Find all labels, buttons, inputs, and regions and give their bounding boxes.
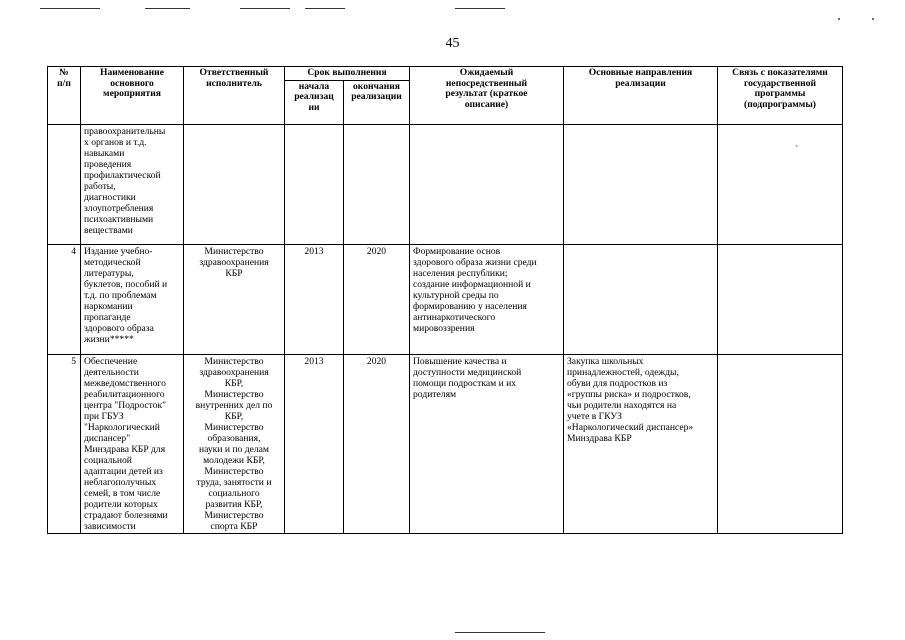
header-end: окончания реализации [344, 80, 410, 124]
row-name: Обеспечение деятельности межведомственного реабилитационного центра "Подросток" при ГБУЗ "Наркологический диспансер" Минздрава КБР для социальной адаптации детей из неблагополучных семей, в том числе родители которых страдают болезнями зависимости [81, 354, 184, 533]
row-directions: Закупка школьных принадлежностей, одежды, обуви для подростков из «группы риска» и подростков, чьи родители находятся на учете в ГКУЗ «Наркологический диспансер» Минздрава КБР [564, 354, 718, 533]
row-name: Издание учебно- методической литературы, буклетов, пособий и т.д. по проблемам наркомании пропаганде здорового образа жизни***** [81, 244, 184, 354]
scan-line [240, 8, 290, 9]
row-link [718, 124, 843, 244]
row-result [410, 124, 564, 244]
table-row [48, 354, 843, 533]
row-num: 5 [48, 354, 81, 533]
table-row [48, 124, 843, 244]
scan-mark: ˋ [795, 145, 799, 156]
row-link [718, 354, 843, 533]
row-start: 2013 [285, 244, 344, 354]
row-directions [564, 244, 718, 354]
header-row [48, 67, 843, 81]
header-start: начала реализац ии [285, 80, 344, 124]
row-link [718, 244, 843, 354]
row-end [344, 124, 410, 244]
row-executor: Министерство здравоохранения КБР, Министерство внутренних дел по КБР, Министерство образования, науки и по делам молодежи КБР, Министерство труда, занятости и социального развития КБР, Министерство спорта КБР [184, 354, 285, 533]
header-term: Срок выполнения [285, 67, 410, 81]
scan-speck [838, 18, 840, 20]
header-result: Ожидаемый непосредственный результат (краткое описание) [410, 67, 564, 125]
header-link: Связь с показателями государственной программы (подпрограммы) [718, 67, 843, 125]
row-num: 4 [48, 244, 81, 354]
row-end: 2020 [344, 244, 410, 354]
row-name: правоохранительны х органов и т.д. навыками проведения профилактической работы, диагностики злоупотребления психоактивными веществами [81, 124, 184, 244]
scan-line [145, 8, 190, 9]
scan-speck [872, 18, 874, 20]
row-executor: Министерство здравоохранения КБР [184, 244, 285, 354]
program-table [47, 66, 843, 534]
row-result: Формирование основ здорового образа жизни среди населения республики; создание информационной и культурной среды по формированию у населения антинаркотического мировоззрения [410, 244, 564, 354]
header-num: № п/п [48, 67, 81, 125]
table-row [48, 244, 843, 354]
row-start [285, 124, 344, 244]
header-executor: Ответственный исполнитель [184, 67, 285, 125]
row-result: Повышение качества и доступности медицинской помощи подросткам и их родителям [410, 354, 564, 533]
row-directions [564, 124, 718, 244]
row-start: 2013 [285, 354, 344, 533]
row-num [48, 124, 81, 244]
scan-line [40, 8, 100, 9]
scan-line [305, 8, 345, 9]
scan-line [455, 632, 545, 633]
scan-line [455, 8, 505, 9]
header-directions: Основные направления реализации [564, 67, 718, 125]
row-end: 2020 [344, 354, 410, 533]
page-number: 45 [445, 36, 460, 51]
header-name: Наименование основного мероприятия [81, 67, 184, 125]
row-executor [184, 124, 285, 244]
